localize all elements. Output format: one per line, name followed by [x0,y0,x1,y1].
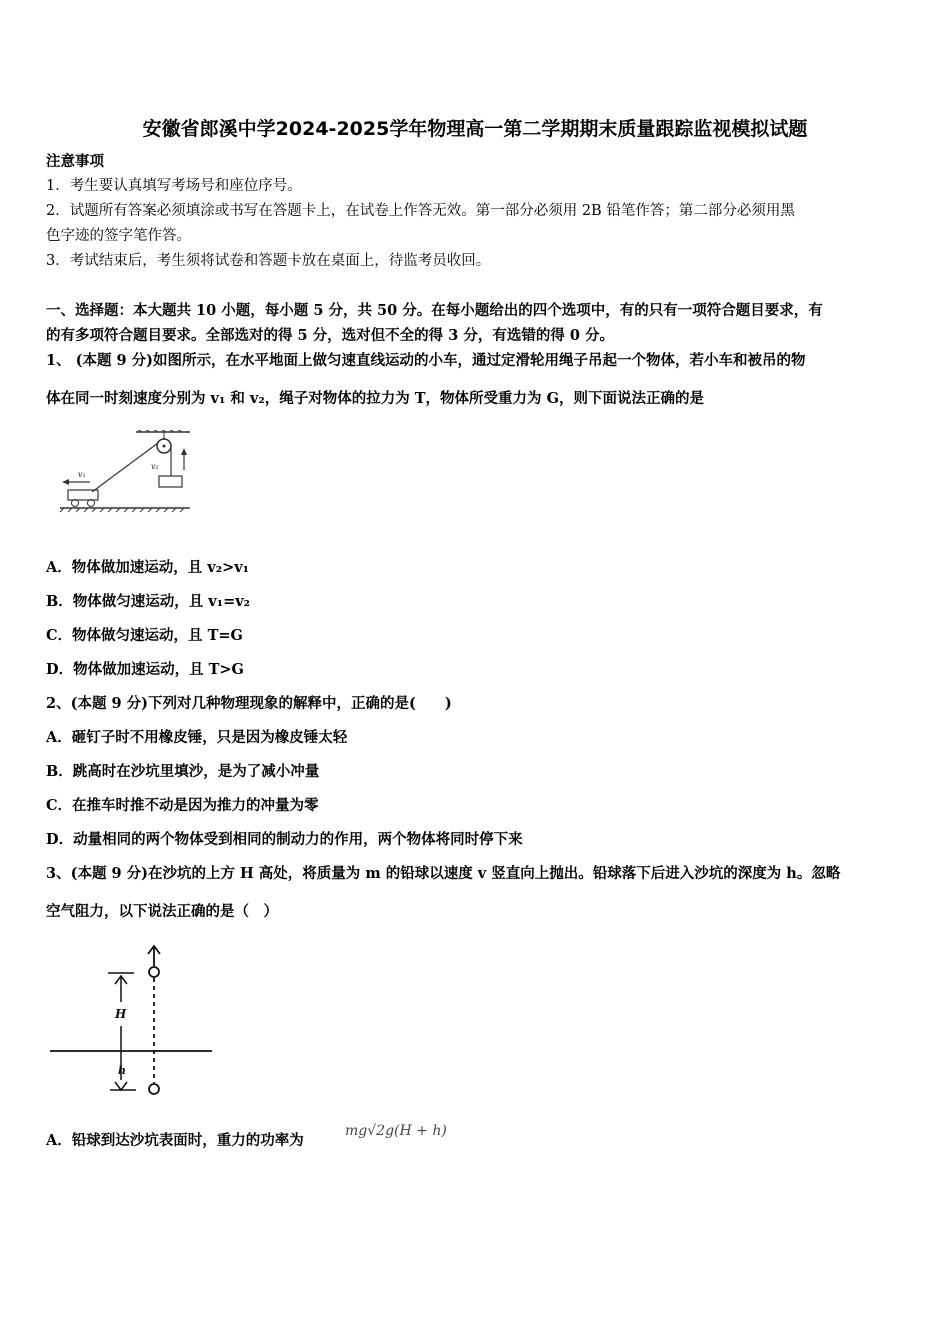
question-2-option-b: B．跳高时在沙坑里填沙，是为了减小冲量 [46,763,320,780]
question-1-stem: 体在同一时刻速度分别为 v₁ 和 v₂，绳子对物体的拉力为 T，物体所受重力为 G，则下面说法正确的是 [46,390,704,407]
question-1-stem: 1、 (本题 9 分)如图所示，在水平地面上做匀速直线运动的小车，通过定滑轮用绳子吊起一个物体，若小车和被吊的物 [46,352,806,369]
question-2-option-c: C．在推车时推不动是因为推力的冲量为零 [46,797,319,814]
power-formula: mg√2g(H + h) [345,1123,447,1139]
cart-pulley-figure [58,430,193,514]
page-title: 安徽省郎溪中学2024-2025学年物理高一第二学期期末质量跟踪监视模拟试题 [142,118,808,140]
notice-item: 3．考试结束后，考生须将试卷和答题卡放在桌面上，待监考员收回。 [46,253,491,269]
question-3-option-a: A．铅球到达沙坑表面时，重力的功率为 [46,1132,304,1149]
section-instructions: 一、选择题：本大题共 10 小题，每小题 5 分，共 50 分。在每小题给出的四个选项中，有的只有一项符合题目要求，有 [46,302,823,319]
v1-label: v₁ [78,470,86,479]
question-1-option-d: D．物体做加速运动，且 T>G [46,661,244,678]
question-1-option-c: C．物体做匀速运动，且 T=G [46,627,243,644]
depth-label: h [118,1064,126,1077]
question-3-stem: 空气阻力，以下说法正确的是（ ） [46,903,278,920]
notice-item: 色字迹的签字笔作答。 [46,228,191,244]
question-3-stem: 3、(本题 9 分)在沙坑的上方 H 高处，将质量为 m 的铅球以速度 v 竖直向上抛出。铅球落下后进入沙坑的深度为 h。忽略 [46,865,841,882]
section-instructions: 的有多项符合题目要求。全部选对的得 5 分，选对但不全的得 3 分，有选错的得 0 分。 [46,327,615,344]
sand-pit-figure [48,940,218,1100]
question-1-option-b: B．物体做匀速运动，且 v₁=v₂ [46,593,251,610]
notice-item: 1．考生要认真填写考场号和座位序号。 [46,178,302,194]
notice-heading: 注意事项 [46,153,104,170]
notice-item: 2．试题所有答案必须填涂或书写在答题卡上，在试卷上作答无效。第一部分必须用 2B 铅笔作答；第二部分必须用黑 [46,203,795,219]
height-label: H [115,1007,127,1021]
v2-label: v₂ [151,462,159,471]
question-2-option-a: A．砸钉子时不用橡皮锤，只是因为橡皮锤太轻 [46,729,348,746]
question-1-option-a: A．物体做加速运动，且 v₂>v₁ [46,559,249,576]
question-2-stem: 2、(本题 9 分)下列对几种物理现象的解释中，正确的是( ) [46,695,452,712]
question-2-option-d: D．动量相同的两个物体受到相同的制动力的作用，两个物体将同时停下来 [46,831,523,848]
